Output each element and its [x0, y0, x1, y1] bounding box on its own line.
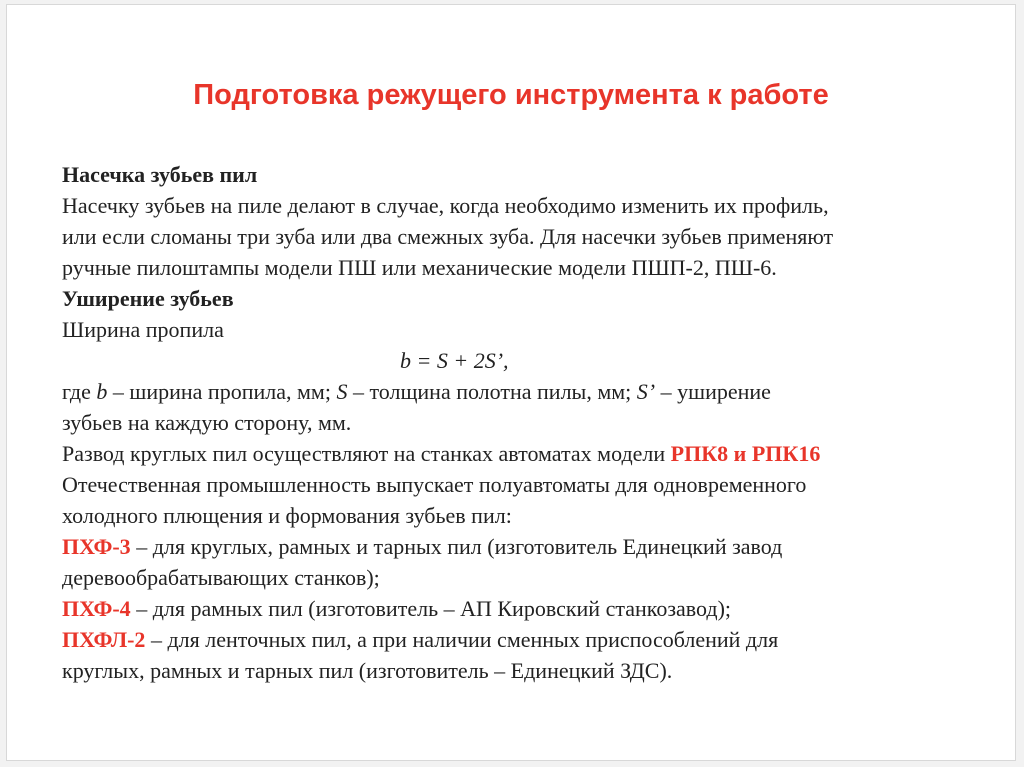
razvod-models: РПК8 и РПК16: [670, 441, 821, 466]
list-item: [62, 624, 982, 655]
legend-var-b: b: [96, 379, 108, 404]
section-heading-widening: Уширение зубьев: [62, 286, 234, 311]
razvod-line: [62, 438, 982, 469]
width-label: Ширина пропила: [62, 317, 224, 342]
slide-body: [62, 159, 982, 686]
item-code: ПХФ-3: [62, 534, 131, 559]
paragraph-line: зубьев на каждую сторону, мм.: [62, 410, 352, 435]
item-code: ПХФ-4: [62, 596, 131, 621]
paragraph-line: Насечку зубьев на пиле делают в случае, когда необходимо изменить их профиль,: [62, 193, 829, 218]
slide: [6, 4, 1016, 761]
legend-text: – толщина полотна пилы, мм;: [347, 379, 637, 404]
paragraph-line: Отечественная промышленность выпускает полуавтоматы для одновременного: [62, 472, 807, 497]
list-item: [62, 531, 982, 562]
section-heading-notching: Насечка зубьев пил: [62, 162, 258, 187]
legend-var-s-prime: S’: [636, 379, 656, 404]
razvod-text: Развод круглых пил осуществляют на станках автоматах модели: [62, 441, 671, 466]
legend-var-s: S: [336, 379, 348, 404]
formula-legend: [62, 376, 982, 407]
legend-text: где: [62, 379, 97, 404]
item-text: – для круглых, рамных и тарных пил (изготовитель Единецкий завод: [130, 534, 783, 559]
list-item-continuation: круглых, рамных и тарных пил (изготовитель – Единецкий ЗДС).: [62, 658, 673, 683]
list-item-continuation: деревообрабатывающих станков);: [62, 565, 380, 590]
formula: b = S + 2S’,: [400, 348, 509, 373]
legend-text: – уширение: [655, 379, 771, 404]
item-code: ПХФЛ-2: [62, 627, 146, 652]
paragraph-line: или если сломаны три зуба или два смежных зуба. Для насечки зубьев применяют: [62, 224, 834, 249]
item-text: – для ленточных пил, а при наличии сменных приспособлений для: [145, 627, 779, 652]
legend-text: – ширина пропила, мм;: [107, 379, 337, 404]
list-item: [62, 593, 982, 624]
paragraph-line: ручные пилоштампы модели ПШ или механические модели ПШП-2, ПШ-6.: [62, 255, 777, 280]
slide-title: Подготовка режущего инструмента к работе: [193, 79, 829, 111]
item-text: – для рамных пил (изготовитель – АП Кировский станкозавод);: [130, 596, 732, 621]
paragraph-line: холодного плющения и формования зубьев пил:: [62, 503, 512, 528]
